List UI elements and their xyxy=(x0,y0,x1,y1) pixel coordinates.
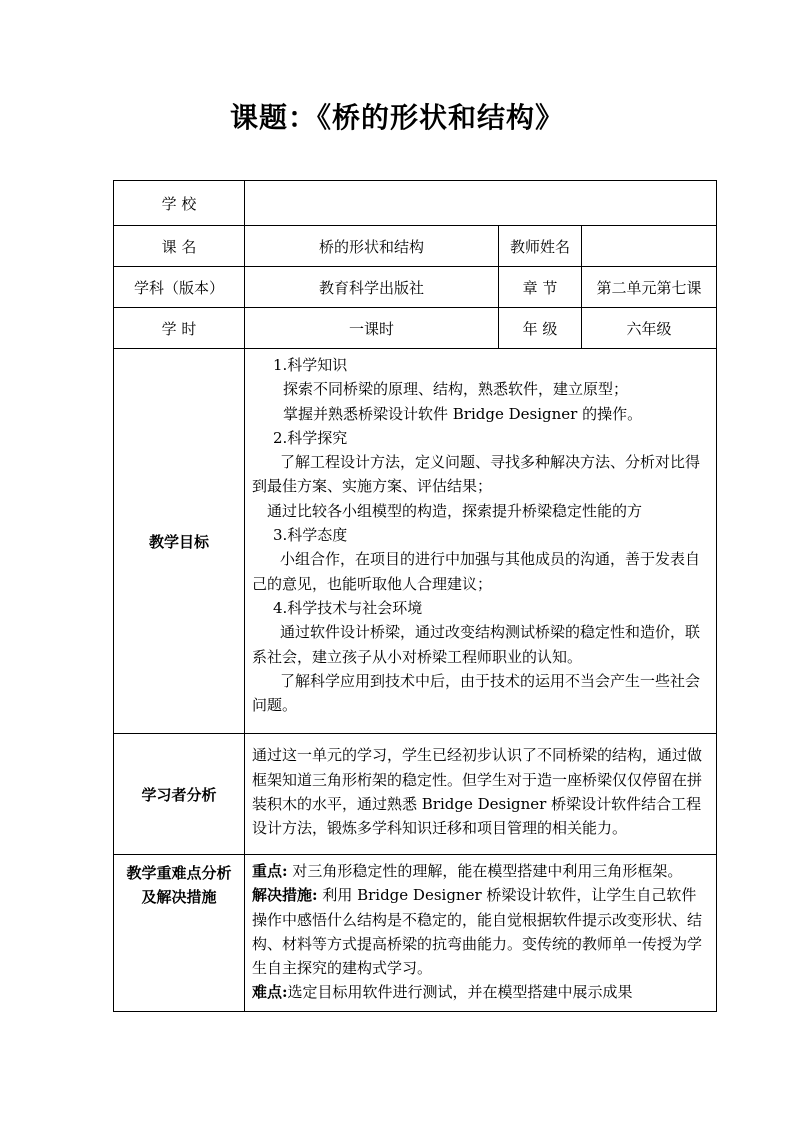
key-points-content xyxy=(245,855,717,1012)
key-points-label-line-2: 及解决措施 xyxy=(141,888,217,906)
grade-label: 年 级 xyxy=(499,308,582,349)
solution-label: 解决措施: xyxy=(252,886,318,905)
objective-3-heading: 3.科学态度 xyxy=(273,526,348,545)
difficulty-label: 难点: xyxy=(252,983,288,1002)
focus-text: 对三角形稳定性的理解，能在模型搭建中利用三角形框架。 xyxy=(287,862,683,880)
difficulty-text: 选定目标用软件进行测试，并在模型搭建中展示成果 xyxy=(287,983,633,1002)
row-objectives xyxy=(114,349,717,734)
school-value xyxy=(245,181,717,226)
page-title: 课题：《桥的形状和结构》 xyxy=(229,101,564,134)
objective-4-line-2: 了解科学应用到技术中后，由于技术的运用不当会产生一些社会问题。 xyxy=(252,671,701,715)
objective-4-line-1: 通过软件设计桥梁，通过改变结构测试桥梁的稳定性和造价，联系社会，建立孩子从小对桥梁工程师职业的认知。 xyxy=(252,623,701,666)
objective-2-heading: 2.科学探究 xyxy=(273,428,348,447)
objective-3-line-1: 小组合作，在项目的进行中加强与其他成员的沟通，善于发表自己的意见，也能听取他人合理建议； xyxy=(252,550,701,593)
chapter-label: 章 节 xyxy=(499,267,582,308)
row-hours xyxy=(114,308,717,349)
row-learner xyxy=(114,734,717,855)
teacher-label: 教师姓名 xyxy=(499,226,582,267)
row-course xyxy=(114,226,717,267)
objective-1-heading: 1.科学知识 xyxy=(273,356,348,374)
lesson-plan-table xyxy=(113,180,717,1012)
chapter-value: 第二单元第七课 xyxy=(582,267,717,308)
solution-line xyxy=(252,883,710,980)
hours-value: 一课时 xyxy=(245,308,499,349)
row-key-points xyxy=(114,855,717,1012)
learner-content xyxy=(245,734,717,855)
subject-value: 教育科学出版社 xyxy=(245,267,499,308)
row-school xyxy=(114,181,717,226)
objective-4-heading: 4.科学技术与社会环境 xyxy=(273,598,423,617)
objectives-label: 教学目标 xyxy=(114,349,245,734)
difficulty-line xyxy=(252,980,710,1004)
focus-label: 重点: xyxy=(252,862,288,880)
course-value: 桥的形状和结构 xyxy=(245,226,499,267)
subject-label: 学科（版本） xyxy=(114,267,245,308)
key-points-label xyxy=(114,855,245,1012)
objective-2-line-2: 通过比较各小组模型的构造，探索提升桥梁稳定性能的方 xyxy=(267,501,643,520)
focus-line xyxy=(252,859,710,883)
row-subject xyxy=(114,267,717,308)
objective-2-line-1: 了解工程设计方法，定义问题、寻找多种解决方法、分析对比得到最佳方案、实施方案、评估结果； xyxy=(252,453,701,496)
grade-value: 六年级 xyxy=(582,308,717,349)
objective-1-line-2: 掌握并熟悉桥梁设计软件 Bridge Designer 的操作。 xyxy=(283,404,643,423)
learner-label: 学习者分析 xyxy=(114,734,245,855)
teacher-value xyxy=(582,226,717,267)
hours-label: 学 时 xyxy=(114,308,245,349)
school-label: 学 校 xyxy=(114,181,245,226)
key-points-label-line-1: 教学重难点分析 xyxy=(126,864,232,882)
objective-1-line-1: 探索不同桥梁的原理、结构，熟悉软件，建立原型； xyxy=(283,380,629,399)
solution-text: 利用 Bridge Designer 桥梁设计软件，让学生自己软件操作中感悟什么结构是不稳定的，能自觉根据软件提示改变形状、结构、材料等方式提高桥梁的抗弯曲能力。变传统的教师单一传授为学生自主探究的建构式学习。 xyxy=(252,886,703,978)
objectives-content xyxy=(245,349,717,734)
learner-text: 通过这一单元的学习，学生已经初步认识了不同桥梁的结构，通过做框架知道三角形桁架的稳定性。但学生对于造一座桥梁仅仅停留在拼装积木的水平，通过熟悉 Bridge Designer 桥梁设计软件结合工程设计方法，锻炼多学科知识迁移和项目管理的相关能力。 xyxy=(252,746,703,838)
course-label: 课 名 xyxy=(114,226,245,267)
